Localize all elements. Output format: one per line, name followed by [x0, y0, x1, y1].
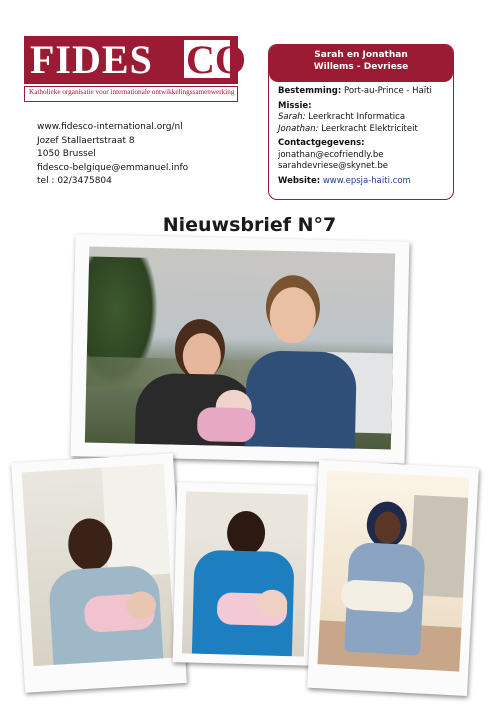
photo-man-with-baby [11, 453, 187, 692]
mission-label: Missie: [278, 100, 312, 111]
website-label: Website: [278, 175, 321, 186]
logo-tagline: Katholieke organisatie voor internationale ontwikkelingssamenwerking [29, 88, 235, 96]
logo-word-box [184, 37, 246, 82]
volunteer-names-line1: Sarah en Jonathan [314, 50, 408, 60]
photo-nurse-with-baby [173, 482, 318, 666]
org-phone: tel : 02/3475804 [37, 176, 112, 186]
website-row [278, 176, 444, 188]
contact-email-1[interactable]: jonathan@ecofriendly.be [278, 149, 384, 160]
mission-jonathan-name: Jonathan: [278, 123, 319, 134]
destination-value: Port-au-Prince - Haïti [344, 86, 432, 96]
logo-word-end: CO [186, 37, 246, 82]
mission-sarah [278, 112, 444, 124]
destination-row [278, 86, 444, 98]
photo-couple-with-baby [71, 234, 410, 464]
newsletter-title: Nieuwsbrief N°7 [162, 214, 337, 236]
org-website: www.fidesco-international.org/nl [37, 122, 183, 132]
website-link[interactable]: www.epsja-haiti.com [322, 175, 411, 186]
org-city: 1050 Brussel [37, 149, 96, 159]
logo-banner [24, 36, 246, 84]
logo-word-main: FIDES [30, 37, 153, 82]
photo-nurse-scene [182, 491, 308, 656]
org-email: fidesco-belgique@emmanuel.info [37, 162, 189, 173]
logo-tagline-bar [24, 86, 238, 102]
mission-jonathan [278, 124, 444, 136]
fidesco-logo [24, 36, 246, 106]
volunteer-info-card [268, 44, 454, 200]
contact-email-2[interactable]: sarahdevriese@skynet.be [278, 161, 388, 171]
photo-man-scene [22, 464, 176, 666]
info-card-body [269, 82, 453, 191]
mission-jonathan-role: Leerkracht Elektriciteit [321, 123, 418, 134]
photo-couple-scene [85, 247, 395, 450]
org-street: Jozef Stallaertstraat 8 [37, 135, 135, 146]
volunteer-names [269, 45, 453, 82]
contact-label: Contactgegevens: [278, 138, 365, 148]
organisation-address [37, 121, 188, 189]
mission-sarah-name: Sarah: [278, 112, 306, 122]
photo-nun-scene [317, 470, 469, 671]
photo-nun-with-baby [307, 460, 479, 696]
destination-label: Bestemming: [278, 86, 342, 96]
mission-sarah-role: Leerkracht Informatica [308, 112, 406, 122]
volunteer-names-line2: Willems - Devriese [313, 62, 409, 72]
